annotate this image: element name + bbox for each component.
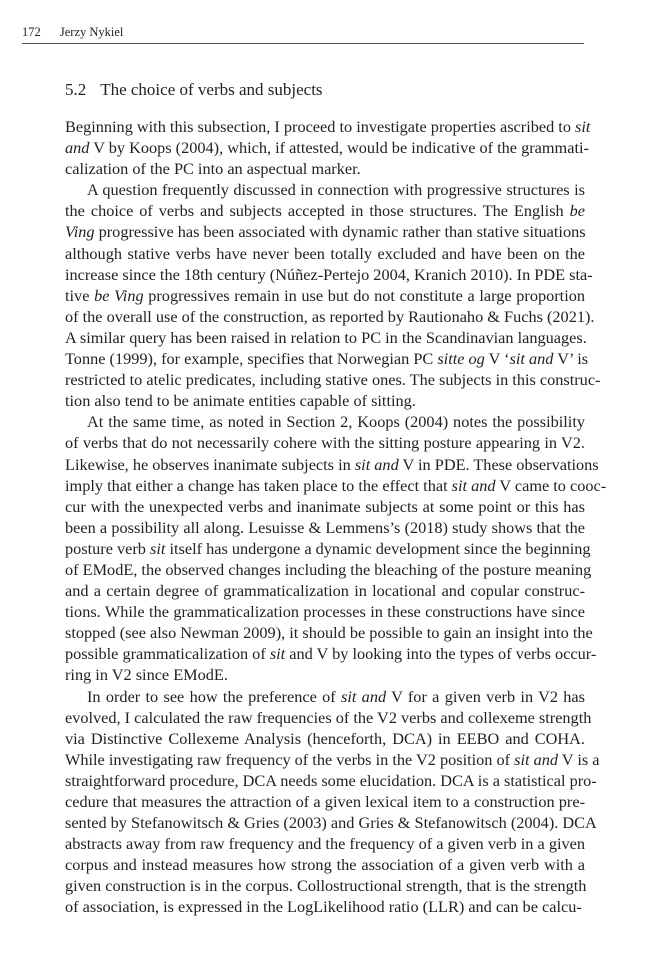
text-segment: of verbs that do not necessarily cohere with the sitting posture appearing in V2. — [65, 433, 585, 453]
italic-term: sit and — [509, 349, 554, 369]
text-line — [65, 432, 585, 453]
text-line — [65, 707, 592, 728]
text-line — [65, 411, 585, 432]
italic-term: sit — [150, 538, 166, 558]
text-segment: possible grammaticalization of — [65, 644, 270, 664]
text-segment: progressives remain in use but do not constitute a large proportion — [143, 285, 585, 305]
text-segment: and a certain degree of grammaticalization in locational and copular construc- — [65, 581, 585, 601]
text-segment: V by Koops (2004), which, if attested, would be indicative of the grammati- — [89, 138, 589, 158]
section-heading — [65, 80, 323, 100]
text-segment: evolved, I calculated the raw frequencies of the V2 verbs and collexeme strength — [65, 707, 592, 727]
text-segment: and V by looking into the types of verbs occur- — [285, 644, 597, 664]
text-segment: stopped (see also Newman 2009), it should be possible to gain an insight into the — [65, 623, 593, 643]
text-segment: V in PDE. These observations — [398, 454, 599, 474]
text-line — [65, 728, 585, 749]
text-segment: of association, is expressed in the LogLikelihood ratio (LLR) and can be calcu- — [65, 897, 582, 917]
italic-term: and — [65, 138, 90, 158]
italic-term: sit and — [340, 686, 387, 706]
text-line — [65, 538, 591, 559]
italic-term: sit and — [514, 749, 559, 769]
text-segment: sented by Stefanowitsch & Gries (2003) and Gries & Stefanowitsch (2004). DCA — [65, 813, 597, 833]
text-line — [65, 601, 585, 622]
text-line — [65, 158, 585, 179]
text-segment: although stative verbs have never been totally excluded and have been on the — [65, 243, 585, 263]
text-line — [65, 812, 597, 833]
text-segment: via Distinctive Collexeme Analysis (henceforth, DCA) in EEBO and COHA. — [65, 728, 585, 748]
text-segment: of EModE, the observed changes including the bleaching of the posture meaning — [65, 559, 592, 579]
text-line — [65, 454, 599, 475]
text-segment: V is a — [558, 749, 600, 769]
text-segment: tion also tend to be animate entities capable of sitting. — [65, 391, 416, 411]
paragraph — [65, 179, 601, 411]
text-line — [65, 264, 593, 285]
text-segment: itself has undergone a dynamic development since the beginning — [165, 538, 591, 558]
running-header — [22, 24, 584, 44]
text-segment: A question frequently discussed in connection with progressive structures is — [87, 180, 585, 200]
text-line — [65, 348, 589, 369]
text-segment: cedure that measures the attraction of a given lexical item to a construction pre- — [65, 792, 585, 811]
text-line — [65, 875, 585, 896]
text-line — [65, 664, 585, 685]
text-segment: tions. While the grammaticalization processes in these constructions have since — [65, 602, 585, 622]
italic-term: be Ving — [94, 285, 144, 305]
text-line — [65, 116, 591, 137]
paragraph — [65, 411, 607, 685]
text-segment: imply that either a change has taken place to the effect that — [65, 475, 452, 495]
text-line — [65, 243, 585, 264]
body-text — [65, 116, 607, 918]
paragraph — [65, 116, 591, 179]
text-segment: of the overall use of the construction, as reported by Rautionaho & Fuchs (2021). — [65, 306, 595, 326]
text-segment: Tonne (1999), for example, specifies that Norwegian PC — [65, 349, 438, 369]
text-segment: restricted to atelic predicates, including stative ones. The subjects in this construc- — [65, 370, 601, 390]
text-line — [65, 221, 585, 242]
text-segment: calization of the PC into an aspectual marker. — [65, 159, 361, 179]
text-segment: Beginning with this subsection, I proceed to investigate properties ascribed to — [65, 117, 576, 136]
text-line — [65, 390, 585, 411]
text-line — [65, 285, 585, 306]
text-segment: V ‘ — [484, 349, 510, 369]
text-segment: tive — [65, 285, 95, 305]
text-line — [65, 854, 585, 875]
text-line — [65, 369, 601, 390]
text-line — [65, 791, 585, 812]
text-segment: At the same time, as noted in Section 2, Koops (2004) notes the possibility — [87, 412, 585, 432]
text-line — [65, 622, 593, 643]
text-segment: cur with the unexpected verbs and inanimate subjects at some point or this has — [65, 496, 585, 516]
text-line — [65, 327, 585, 348]
text-segment: A similar query has been raised in relation to PC in the Scandinavian languages. — [65, 327, 587, 347]
section-title: The choice of verbs and subjects — [100, 80, 323, 99]
italic-term: sit and — [354, 454, 399, 474]
text-line — [65, 833, 585, 854]
text-segment: posture verb — [65, 538, 150, 558]
text-line — [65, 749, 600, 770]
text-segment: increase since the 18th century (Núñez-Pertejo 2004, Kranich 2010). In PDE sta- — [65, 264, 593, 284]
text-line — [65, 643, 597, 664]
italic-term: sit — [269, 644, 286, 664]
italic-term: Ving — [65, 222, 95, 242]
italic-term: be — [569, 201, 585, 221]
text-line — [65, 137, 589, 158]
text-line — [65, 896, 585, 917]
text-line — [65, 559, 592, 580]
italic-term: sit — [575, 117, 591, 136]
text-line — [65, 517, 585, 538]
text-segment: In order to see how the preference of — [87, 686, 341, 706]
text-segment: been a possibility all along. Lesuisse & Lemmens’s (2018) study shows that the — [65, 517, 585, 537]
text-segment: given construction is in the corpus. Collostructional strength, that is the strength — [65, 876, 587, 896]
text-segment: V for a given verb in V2 has — [386, 686, 585, 706]
text-line — [65, 306, 595, 327]
text-segment: progressive has been associated with dynamic rather than stative situations — [94, 222, 586, 242]
text-line — [65, 686, 585, 707]
text-segment: abstracts away from raw frequency and the frequency of a given verb in a given — [65, 834, 585, 854]
text-line — [65, 200, 585, 221]
paragraph — [65, 686, 600, 918]
text-line — [65, 580, 585, 601]
text-line — [65, 475, 607, 496]
text-line — [65, 179, 585, 200]
text-segment: Likewise, he observes inanimate subjects in — [65, 454, 355, 474]
text-segment: the choice of verbs and subjects accepted in those structures. The English — [65, 201, 570, 221]
text-segment: While investigating raw frequency of the verbs in the V2 position of — [65, 749, 515, 769]
running-head-author: Jerzy Nykiel — [59, 25, 124, 39]
text-line — [65, 496, 585, 517]
italic-term: sitte og — [437, 349, 485, 369]
text-segment: straightforward procedure, DCA needs some elucidation. DCA is a statistical pro- — [65, 770, 597, 790]
italic-term: sit and — [451, 475, 496, 495]
text-segment: V’ is — [553, 349, 589, 369]
page-number: 172 — [22, 25, 41, 39]
text-segment: corpus and instead measures how strong the association of a given verb with a — [65, 855, 585, 875]
section-number: 5.2 — [65, 80, 87, 99]
text-segment: ring in V2 since EModE. — [65, 665, 228, 685]
text-line — [65, 770, 597, 791]
text-segment: V came to cooc- — [495, 475, 607, 495]
